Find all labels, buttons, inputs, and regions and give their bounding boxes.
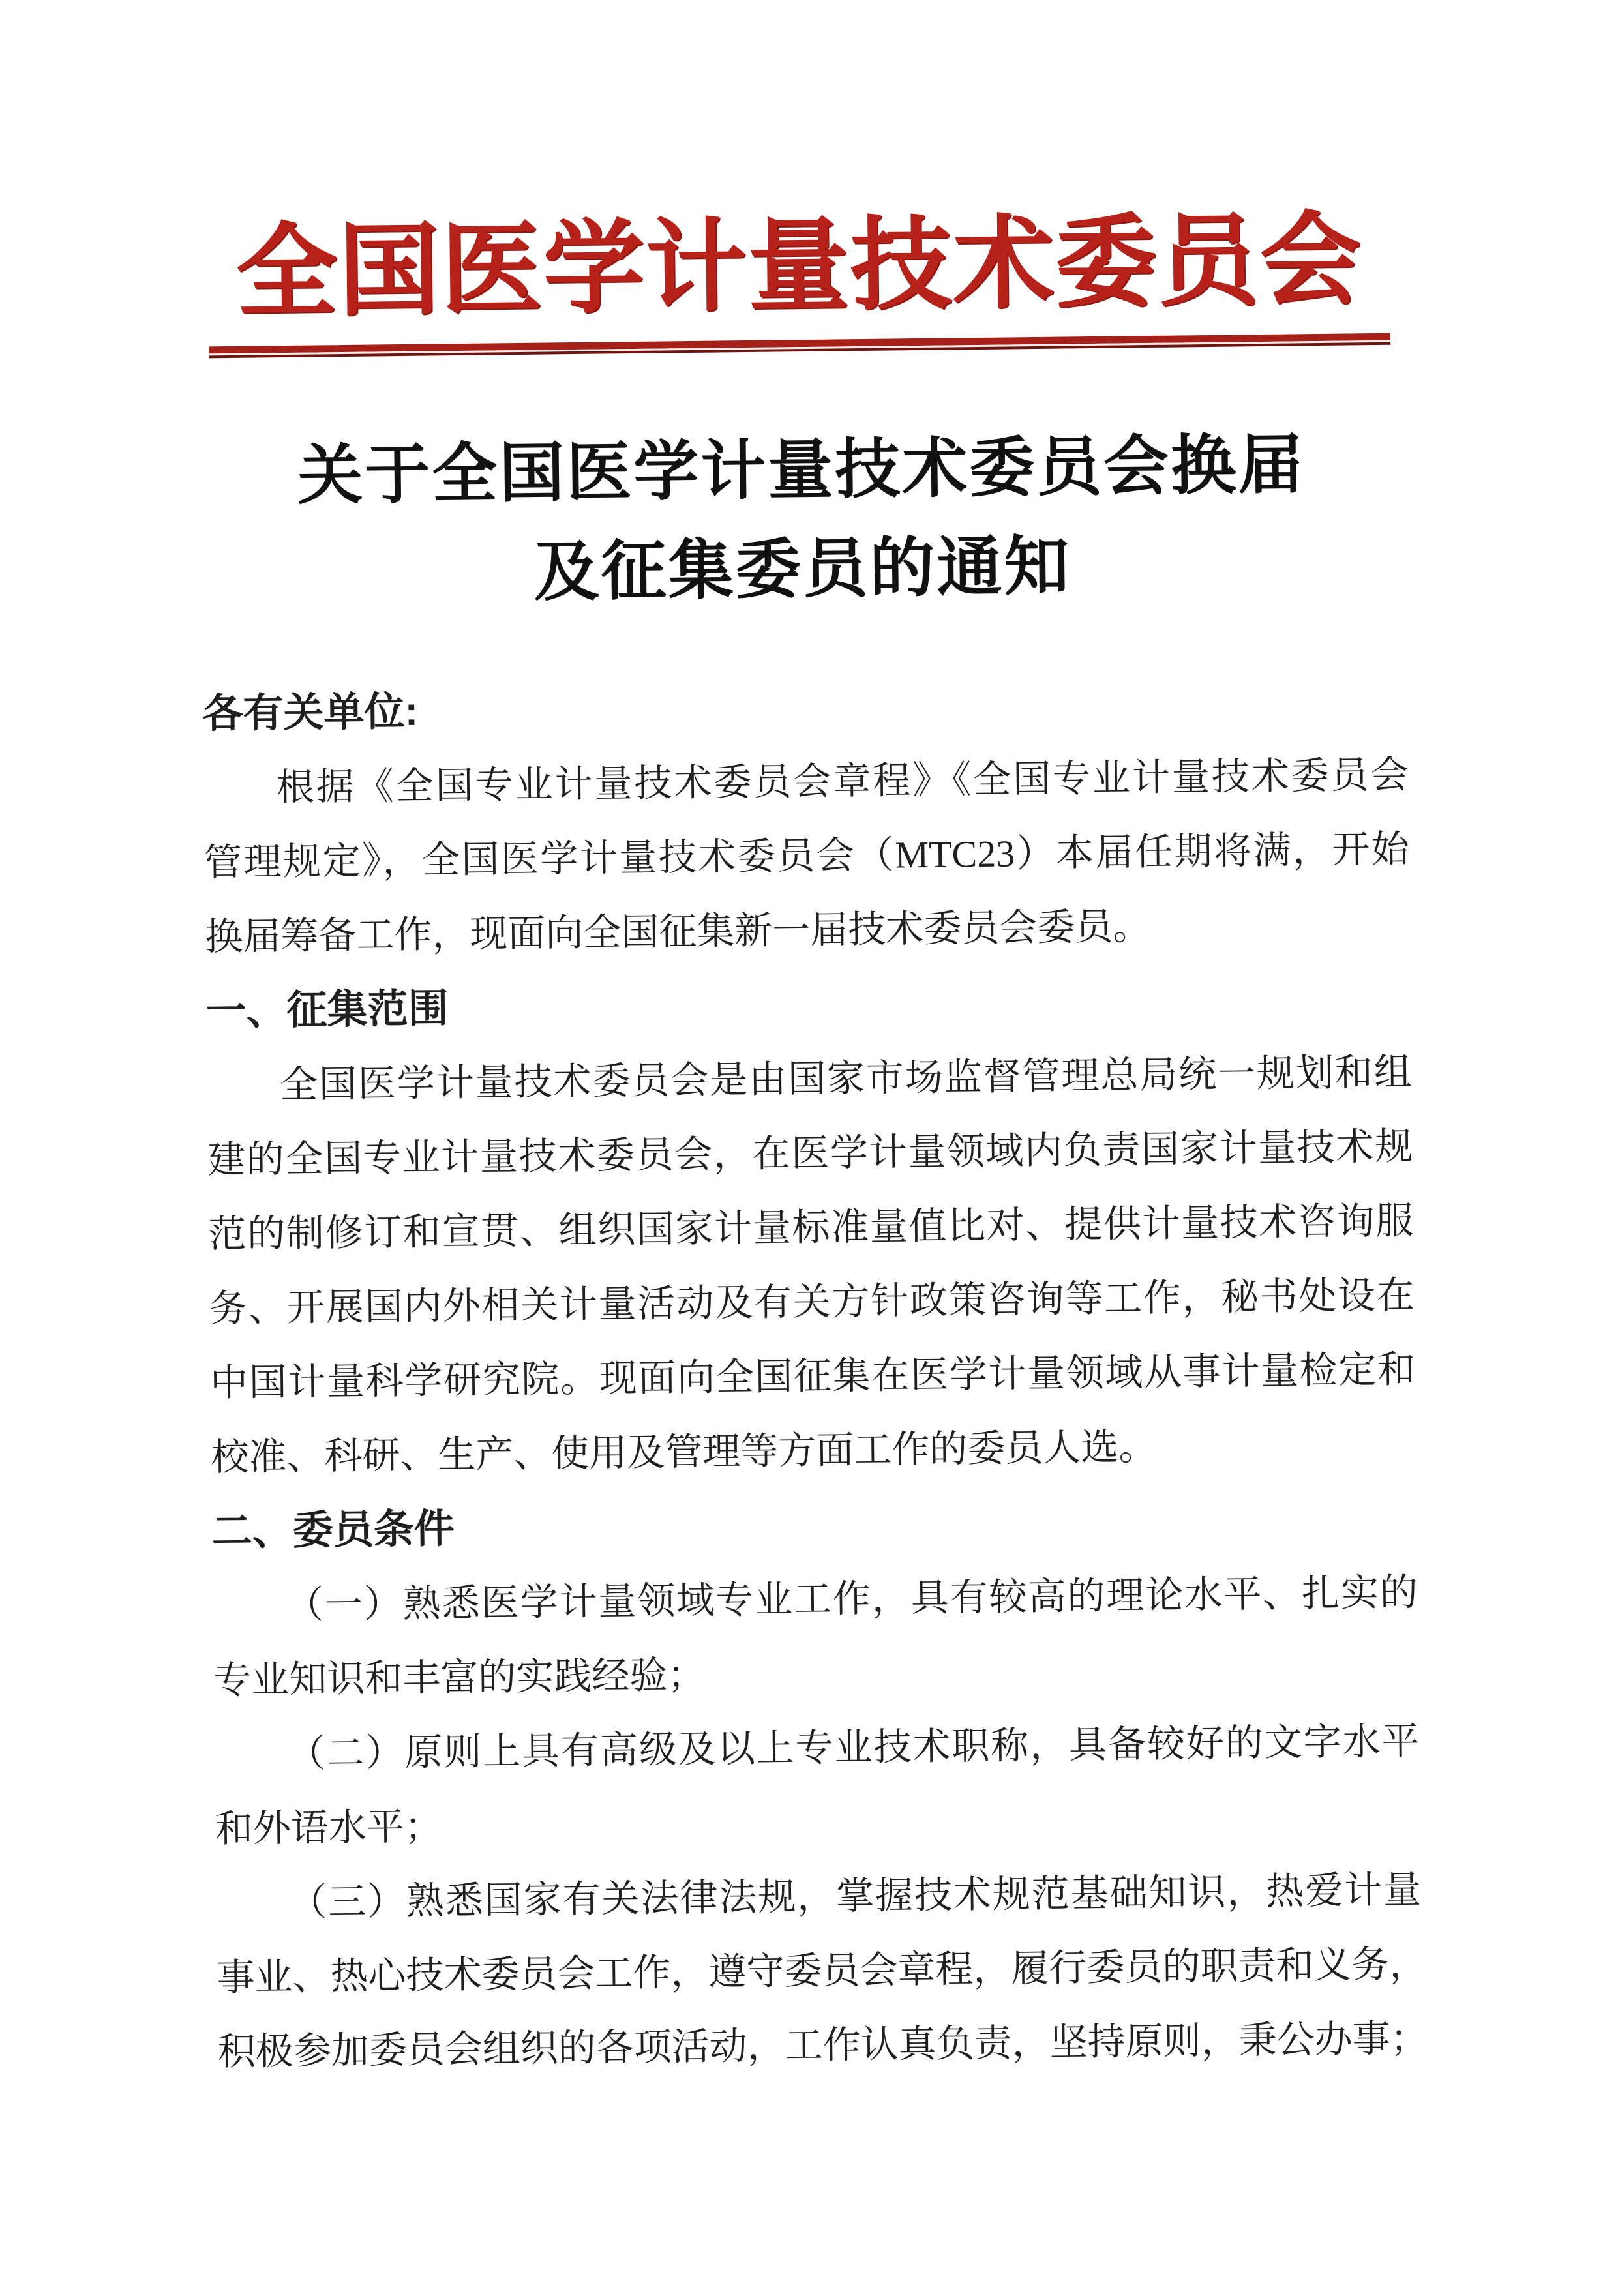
document-title-line-2: 及征集委员的通知 xyxy=(533,530,1072,609)
para1-line-2: 管理规定》，全国医学计量技术委员会（MTC23）本届任期将满，开始 xyxy=(203,827,1410,884)
letterhead-org-name: 全国医学计量技术委员会 xyxy=(235,203,1363,329)
para2-line-6: 校准、科研、生产、使用及管理等方面工作的委员人选。 xyxy=(211,1425,1157,1479)
section2-heading: 二、委员条件 xyxy=(211,1506,455,1555)
document-body xyxy=(202,664,1429,2090)
document-title-line-1: 关于全国医学计量技术委员会换届 xyxy=(297,428,1306,513)
para2-line-5: 中国计量科学研究院。现面向全国征集在医学计量领域从事计量检定和 xyxy=(209,1348,1416,1405)
item2-line-1: （二）原则上具有高级及以上专业技术职称，具备较好的文字水平 xyxy=(287,1720,1420,1776)
item1-line-2: 专业知识和丰富的实践经验； xyxy=(213,1653,706,1702)
letterhead-rule xyxy=(209,333,1390,361)
para1-line-1: 根据《全国专业计量技术委员会章程》《全国专业计量技术委员会 xyxy=(276,753,1409,809)
para2-line-1: 全国医学计量技术委员会是由国家市场监督管理总局统一规划和组 xyxy=(279,1051,1413,1107)
item1-line-1: （一）熟悉医学计量领域专业工作，具有较高的理论水平、扎实的 xyxy=(285,1571,1418,1627)
item3-line-1: （三）熟悉国家有关法律法规，掌握技术规范基础知识，热爱计量 xyxy=(288,1868,1422,1924)
para2-line-4: 务、开展国内外相关计量活动及有关方针政策咨询等工作，秘书处设在 xyxy=(209,1274,1415,1330)
para2-line-3: 范的制修订和宣贯、组织国家计量标准量值比对、提供计量技术咨询服 xyxy=(208,1199,1414,1256)
para2-line-2: 建的全国专业计量技术委员会，在医学计量领域内负责国家计量技术规 xyxy=(207,1125,1413,1182)
item3-line-3: 积极参加委员会组织的各项活动，工作认真负责，坚持原则，秉公办事； xyxy=(217,2017,1429,2074)
salutation: 各有关单位: xyxy=(202,689,419,737)
item2-line-2: 和外语水平； xyxy=(215,1805,443,1851)
para1-line-3: 换届筹备工作，现面向全国征集新一届技术委员会委员。 xyxy=(205,905,1151,959)
item3-line-2: 事业、热心技术委员会工作，遵守委员会章程，履行委员的职责和义务， xyxy=(217,1943,1428,1999)
section1-heading: 一、征集范围 xyxy=(205,986,449,1034)
